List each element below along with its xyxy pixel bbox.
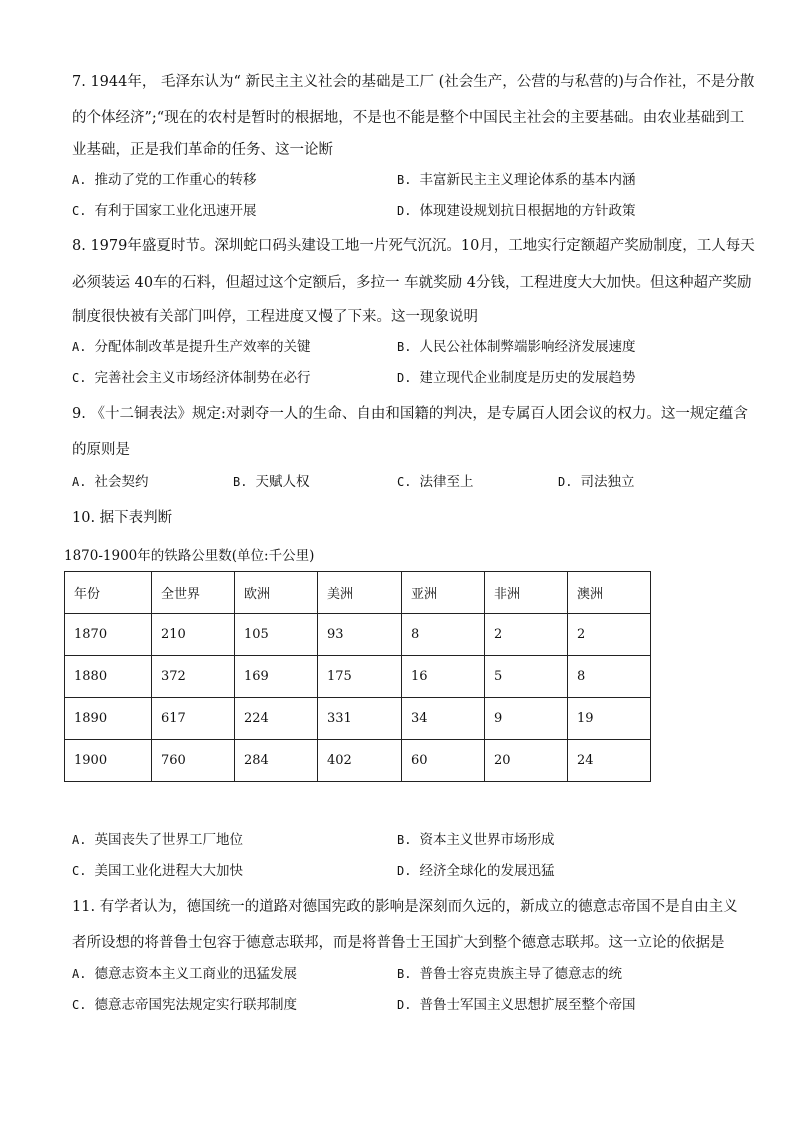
option-key: D. — [397, 864, 412, 878]
table-caption: 1870-1900年的铁路公里数(单位:千公里) — [64, 548, 315, 564]
q11-option-d[interactable] — [397, 995, 635, 1015]
option-text: 人民公社体制弊端影响经济发展速度 — [419, 339, 636, 355]
q8-option-b[interactable] — [397, 337, 635, 357]
table-cell: 224 — [235, 698, 318, 740]
table-cell: 331 — [318, 698, 402, 740]
q7-stem-line-1: 7. 1944年， 毛泽东认为“ 新民主主义社会的基础是工厂 (社会生产，公营的与私营的)与合作社，不是分散 — [72, 74, 755, 90]
table-cell: 210 — [152, 614, 235, 656]
option-key: C. — [397, 475, 412, 489]
table-cell: 1890 — [65, 698, 152, 740]
q11-option-c[interactable] — [72, 995, 297, 1015]
q11-stem-line-2: 者所设想的将普鲁士包容于德意志联邦，而是将普鲁士王国扩大到整个德意志联邦。这一立论的依据是 — [72, 935, 725, 951]
option-key: D. — [397, 998, 412, 1012]
option-key: C. — [72, 371, 87, 385]
option-key: C. — [72, 204, 87, 218]
option-text: 丰富新民主主义理论体系的基本内涵 — [419, 172, 636, 188]
table-cell: 24 — [568, 740, 651, 782]
q9-stem-line-1: 9. 《十二铜表法》规定:对剥夺一人的生命、自由和国籍的判决，是专属百人团会议的权力。这一规定蕴含 — [72, 406, 748, 422]
table-header-row — [65, 572, 651, 614]
q9-option-d[interactable] — [558, 472, 634, 492]
option-text: 德意志帝国宪法规定实行联邦制度 — [94, 997, 297, 1013]
table-cell: 16 — [402, 656, 485, 698]
q8-option-d[interactable] — [397, 368, 635, 388]
option-key: C. — [72, 864, 87, 878]
option-key: A. — [72, 340, 87, 354]
option-key: B. — [397, 833, 412, 847]
table-row — [65, 698, 651, 740]
option-text: 法律至上 — [419, 474, 474, 490]
q9-option-c[interactable] — [397, 472, 473, 492]
option-text: 天赋人权 — [255, 474, 310, 490]
option-key: A. — [72, 173, 87, 187]
table-header-cell: 澳洲 — [568, 572, 651, 614]
table-row — [65, 614, 651, 656]
table-cell: 20 — [485, 740, 568, 782]
option-text: 普鲁士军国主义思想扩展至整个帝国 — [419, 997, 636, 1013]
table-cell: 2 — [568, 614, 651, 656]
q9-stem-line-2: 的原则是 — [72, 442, 130, 458]
table-row — [65, 740, 651, 782]
table-cell: 1870 — [65, 614, 152, 656]
table-cell: 175 — [318, 656, 402, 698]
table-cell: 284 — [235, 740, 318, 782]
q8-option-a[interactable] — [72, 337, 310, 357]
q10-option-c[interactable] — [72, 861, 243, 881]
table-cell: 1880 — [65, 656, 152, 698]
table-cell: 402 — [318, 740, 402, 782]
option-text: 社会契约 — [94, 474, 149, 490]
table-header-cell: 亚洲 — [402, 572, 485, 614]
table-cell: 8 — [568, 656, 651, 698]
q8-option-c[interactable] — [72, 368, 310, 388]
table-header-cell: 全世界 — [152, 572, 235, 614]
table-cell: 93 — [318, 614, 402, 656]
q10-stem: 10. 据下表判断 — [72, 510, 173, 526]
table-cell: 617 — [152, 698, 235, 740]
q7-option-b[interactable] — [397, 170, 635, 190]
table-cell: 34 — [402, 698, 485, 740]
option-key: C. — [72, 998, 87, 1012]
option-key: D. — [397, 371, 412, 385]
table-cell: 1900 — [65, 740, 152, 782]
option-text: 体现建设规划抗日根据地的方针政策 — [419, 203, 636, 219]
q11-option-b[interactable] — [397, 964, 622, 984]
q9-option-b[interactable] — [233, 472, 309, 492]
option-text: 资本主义世界市场形成 — [419, 832, 555, 848]
option-text: 德意志资本主义工商业的迅猛发展 — [94, 966, 297, 982]
table-cell: 60 — [402, 740, 485, 782]
option-text: 经济全球化的发展迅猛 — [419, 863, 555, 879]
option-text: 分配体制改革是提升生产效率的关键 — [94, 339, 311, 355]
table-header-cell: 欧洲 — [235, 572, 318, 614]
option-key: A. — [72, 475, 87, 489]
option-key: D. — [397, 204, 412, 218]
option-key: B. — [397, 173, 412, 187]
q7-option-d[interactable] — [397, 201, 635, 221]
q11-option-a[interactable] — [72, 964, 297, 984]
option-key: B. — [233, 475, 248, 489]
option-key: A. — [72, 833, 87, 847]
table-row — [65, 656, 651, 698]
option-key: B. — [397, 967, 412, 981]
q8-stem-line-2: 必须装运 40车的石料，但超过这个定额后，多拉一 车就奖励 4分钱，工程进度大大加快。但这种超产奖励 — [72, 275, 752, 291]
table-cell: 760 — [152, 740, 235, 782]
option-key: D. — [558, 475, 573, 489]
table-cell: 372 — [152, 656, 235, 698]
option-text: 司法独立 — [580, 474, 635, 490]
q8-stem-line-1: 8. 1979年盛夏时节。深圳蛇口码头建设工地一片死气沉沉。10月，工地实行定额超产奖励制度，工人每天 — [72, 238, 755, 254]
q7-stem-line-3: 业基础，正是我们革命的任务、这一论断 — [72, 142, 333, 158]
table-cell: 9 — [485, 698, 568, 740]
railway-table — [64, 571, 651, 782]
q10-option-a[interactable] — [72, 830, 243, 850]
option-text: 美国工业化进程大大加快 — [94, 863, 243, 879]
table-header-cell: 年份 — [65, 572, 152, 614]
option-key: A. — [72, 967, 87, 981]
table-cell: 8 — [402, 614, 485, 656]
q8-stem-line-3: 制度很快被有关部门叫停，工程进度又慢了下来。这一现象说明 — [72, 309, 478, 325]
option-text: 完善社会主义市场经济体制势在必行 — [94, 370, 311, 386]
table-cell: 19 — [568, 698, 651, 740]
q7-option-a[interactable] — [72, 170, 256, 190]
q7-option-c[interactable] — [72, 201, 256, 221]
option-text: 有利于国家工业化迅速开展 — [94, 203, 257, 219]
table-cell: 105 — [235, 614, 318, 656]
table-header-cell: 美洲 — [318, 572, 402, 614]
table-cell: 2 — [485, 614, 568, 656]
table-header-cell: 非洲 — [485, 572, 568, 614]
table-cell: 169 — [235, 656, 318, 698]
q10-option-b[interactable] — [397, 830, 554, 850]
option-text: 普鲁士容克贵族主导了德意志的统 — [419, 966, 622, 982]
table-cell: 5 — [485, 656, 568, 698]
option-key: B. — [397, 340, 412, 354]
q9-option-a[interactable] — [72, 472, 148, 492]
option-text: 建立现代企业制度是历史的发展趋势 — [419, 370, 636, 386]
q7-stem-line-2: 的个体经济”;“现在的农村是暂时的根据地，不是也不能是整个中国民主社会的主要基础。由农业基础到工 — [72, 110, 745, 126]
option-text: 英国丧失了世界工厂地位 — [94, 832, 243, 848]
q10-option-d[interactable] — [397, 861, 554, 881]
q11-stem-line-1: 11. 有学者认为，德国统一的道路对德国宪政的影响是深刻而久远的，新成立的德意志帝国不是自由主义 — [72, 899, 738, 915]
option-text: 推动了党的工作重心的转移 — [94, 172, 257, 188]
